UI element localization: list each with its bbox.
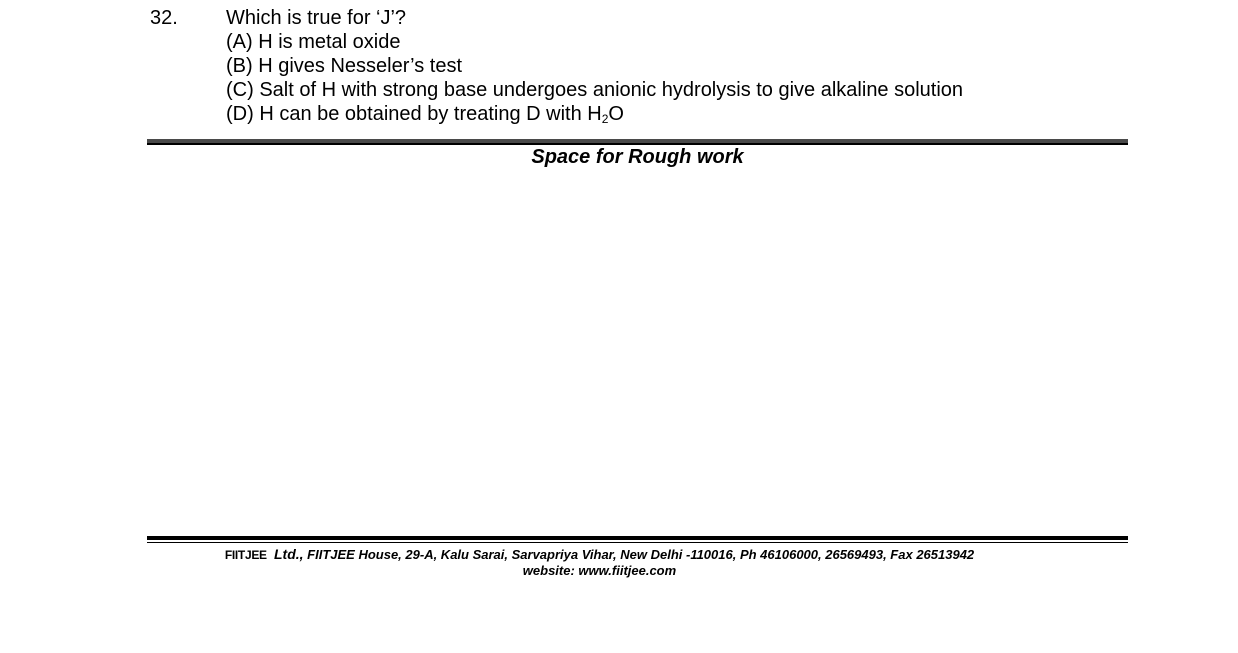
option-a: (A) H is metal oxide xyxy=(226,31,401,53)
rough-work-heading: Space for Rough work xyxy=(531,146,744,168)
option-d xyxy=(226,102,1126,126)
question-number: 32. xyxy=(150,7,178,29)
question-body xyxy=(226,6,1126,126)
bottom-divider-thick xyxy=(147,536,1128,540)
option-c: (C) Salt of H with strong base undergoes anionic hydrolysis to give alkaline solution xyxy=(226,79,964,101)
footer xyxy=(147,546,1052,579)
bottom-divider-thin xyxy=(147,542,1128,543)
option-b: (B) H gives Nesseler’s test xyxy=(226,55,462,77)
option-d-subscript: 2 xyxy=(601,112,609,126)
footer-address-line xyxy=(147,546,1052,563)
footer-website: website: www.fiitjee.com xyxy=(522,563,677,578)
footer-address: FIITJEE House, 29-A, Kalu Sarai, Sarvapriya Vihar, New Delhi -110016, Ph 46106000, 26569493, Fax 26513942 xyxy=(307,547,975,562)
top-divider-thin xyxy=(147,143,1128,145)
question-stem: Which is true for ‘J’? xyxy=(226,7,407,29)
footer-ltd: Ltd., xyxy=(273,546,304,562)
option-d-suffix: O xyxy=(608,103,624,125)
option-d-text: (D) H can be obtained by treating D with H xyxy=(226,103,602,125)
footer-brand: FIITJEE xyxy=(224,548,267,562)
